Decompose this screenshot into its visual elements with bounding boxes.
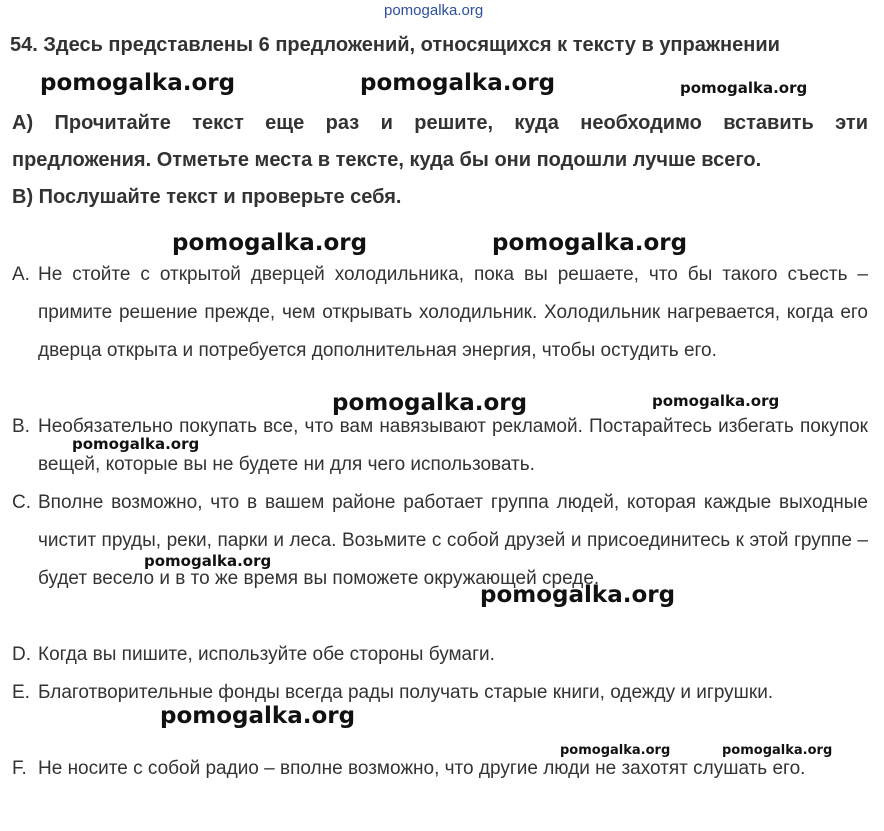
watermark: pomogalka.org (160, 703, 356, 729)
item-letter: F. (12, 758, 27, 779)
list-item (12, 484, 868, 598)
item-text: Необязательно покупать все, что вам навязывают рекламой. Постарайтесь избегать покупок вещей, которые вы не будете ни для чего использовать. (38, 416, 868, 475)
item-letter: C. (12, 492, 31, 513)
task-header (10, 34, 780, 57)
item-letter: E. (12, 682, 30, 703)
item-letter: D. (12, 644, 31, 665)
list-item (12, 636, 868, 674)
item-letter: A. (12, 264, 30, 285)
watermark: pomogalka.org (492, 230, 688, 256)
watermark: pomogalka.org (172, 230, 368, 256)
part-b: B) Послушайте текст и проверьте себя. (12, 186, 402, 208)
item-text: Вполне возможно, что в вашем районе работает группа людей, которая каждые выходные чистит пруды, реки, парки и леса. Возьмите с собой друзей и присоединитесь к этой группе – будет весело и в то же время вы поможете окружающей среде. (38, 492, 868, 589)
watermark-top: pomogalka.org (384, 2, 484, 19)
item-letter: B. (12, 416, 30, 437)
list-item (12, 256, 868, 370)
watermark: pomogalka.org (332, 390, 528, 416)
part-a-line2: предложения. Отметьте места в тексте, куда бы они подошли лучше всего. (12, 149, 762, 171)
task-title: Здесь представлены 6 предложений, относящихся к тексту в упражнении (43, 34, 780, 56)
watermark: pomogalka.org (72, 435, 200, 453)
watermark: pomogalka.org (40, 70, 236, 96)
watermark: pomogalka.org (652, 392, 780, 410)
task-number: 54. (10, 34, 38, 56)
watermark: pomogalka.org (722, 743, 833, 758)
watermark: pomogalka.org (360, 70, 556, 96)
item-text: Когда вы пишите, используйте обе стороны бумаги. (38, 644, 495, 665)
watermark: pomogalka.org (680, 79, 808, 97)
watermark: pomogalka.org (144, 552, 272, 570)
item-text: Благотворительные фонды всегда рады получать старые книги, одежду и игрушки. (38, 682, 774, 703)
list-item (12, 674, 868, 712)
part-a-line1: A) Прочитайте текст еще раз и решите, куда необходимо вставить эти (12, 112, 868, 134)
item-text: Не стойте с открытой дверцей холодильника, пока вы решаете, что бы такого съесть – примите решение прежде, чем открывать холодильник. Холодильник нагревается, когда его дверца открыта и потребуется дополнительная энергия, чтобы остудить его. (38, 264, 868, 361)
watermark: pomogalka.org (480, 582, 676, 608)
item-text: Не носите с собой радио – вполне возможно, что другие люди не захотят слушать его. (38, 758, 806, 779)
watermark: pomogalka.org (560, 743, 671, 758)
